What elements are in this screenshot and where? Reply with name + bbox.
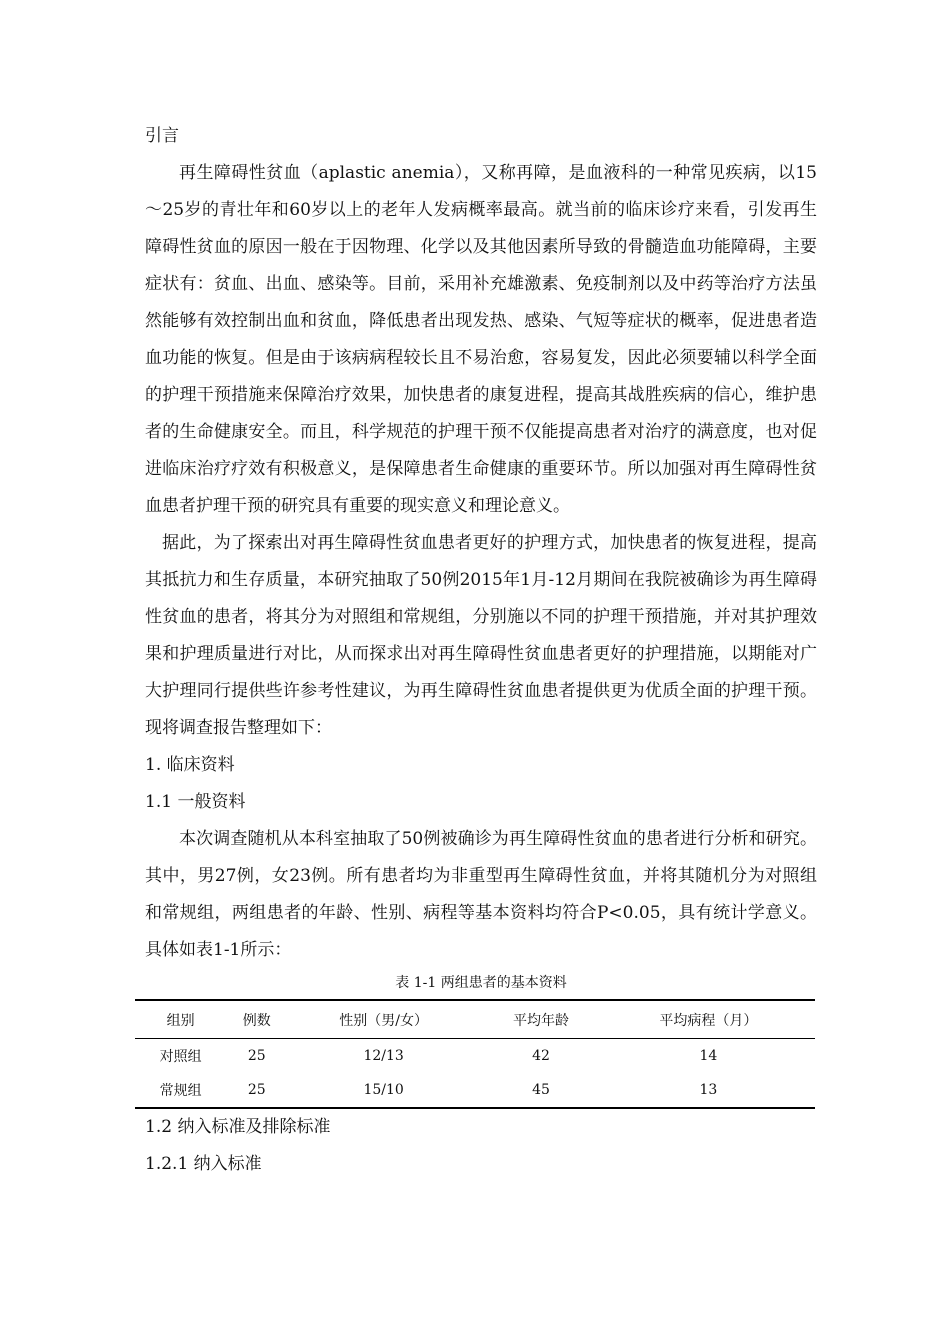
table-cell: 42 [532, 1048, 550, 1064]
section-1-1-heading: 1.1 一般资料 [145, 792, 246, 812]
intro-paragraph-2: 据此，为了探索出对再生障碍性贫血患者更好的护理方式，加快患者的恢复进程，提高其抵抗力和生存质量，本研究抽取了50例2015年1月-12月期间在我院被确诊为再生障碍性贫血的患者，将其分为对照组和常规组，分别施以不同的护理干预措施，并对其护理效果和护理质量进行对比，从而探求出对再生障碍性贫血患者更好的护理措施，以期能对广大护理同行提供些许参考性建议，为再生障碍性贫血患者提供更为优质全面的护理干预。现将调查报告整理如下： [145, 533, 817, 738]
table-cell: 15/10 [287, 1073, 480, 1108]
table-row [135, 1073, 815, 1108]
table-cell: 对照组 [159, 1049, 202, 1065]
table-cell: 13 [602, 1073, 815, 1108]
table-cell: 25 [247, 1048, 266, 1064]
table-row [135, 1039, 815, 1074]
baseline-table [135, 999, 815, 1109]
table-header-row [135, 1000, 815, 1039]
table-cell: 45 [480, 1073, 602, 1108]
section-1-2-1-heading: 1.2.1 纳入标准 [145, 1154, 262, 1174]
table-cell: 12/13 [363, 1048, 404, 1064]
table-header-cell: 平均病程（月） [602, 1000, 815, 1039]
table-header-cell: 性别（男/女） [287, 1000, 480, 1039]
table-cell: 常规组 [135, 1073, 226, 1108]
table-cell: 14 [699, 1048, 718, 1064]
section-1-1-paragraph: 本次调查随机从本科室抽取了50例被确诊为再生障碍性贫血的患者进行分析和研究。其中，男27例，女23例。所有患者均为非重型再生障碍性贫血，并将其随机分为对照组和常规组，两组患者的年龄、性别、病程等基本资料均符合P<0.05，具有统计学意义。具体如表1-1所示： [145, 829, 817, 960]
intro-paragraph-1: 再生障碍性贫血（aplastic anemia），又称再障，是血液科的一种常见疾病，以15～25岁的青壮年和60岁以上的老年人发病概率最高。就当前的临床诊疗来看，引发再生障碍性贫血的原因一般在于因物理、化学以及其他因素所导致的骨髓造血功能障碍，主要症状有：贫血、出血、感染等。目前，采用补充雄激素、免疫制剂以及中药等治疗方法虽然能够有效控制出血和贫血，降低患者出现发热、感染、气短等症状的概率，促进患者造血功能的恢复。但是由于该病病程较长且不易治愈，容易复发，因此必须要辅以科学全面的护理干预措施来保障治疗效果，加快患者的康复进程，提高其战胜疾病的信心，维护患者的生命健康安全。而且，科学规范的护理干预不仅能提高患者对治疗的满意度，也对促进临床治疗疗效有积极意义，是保障患者生命健康的重要环节。所以加强对再生障碍性贫血患者护理干预的研究具有重要的现实意义和理论意义。 [145, 163, 817, 516]
section-1-heading: 1. 临床资料 [145, 755, 235, 775]
table-caption: 表 1-1 两组患者的基本资料 [395, 975, 567, 991]
intro-heading: 引言 [145, 126, 179, 146]
document-page [145, 118, 817, 1183]
table-header-cell: 平均年龄 [480, 1000, 602, 1039]
table-header-cell: 例数 [226, 1000, 287, 1039]
table-header-cell: 组别 [135, 1000, 226, 1039]
section-1-2-heading: 1.2 纳入标准及排除标准 [145, 1117, 331, 1137]
table-cell: 25 [226, 1073, 287, 1108]
